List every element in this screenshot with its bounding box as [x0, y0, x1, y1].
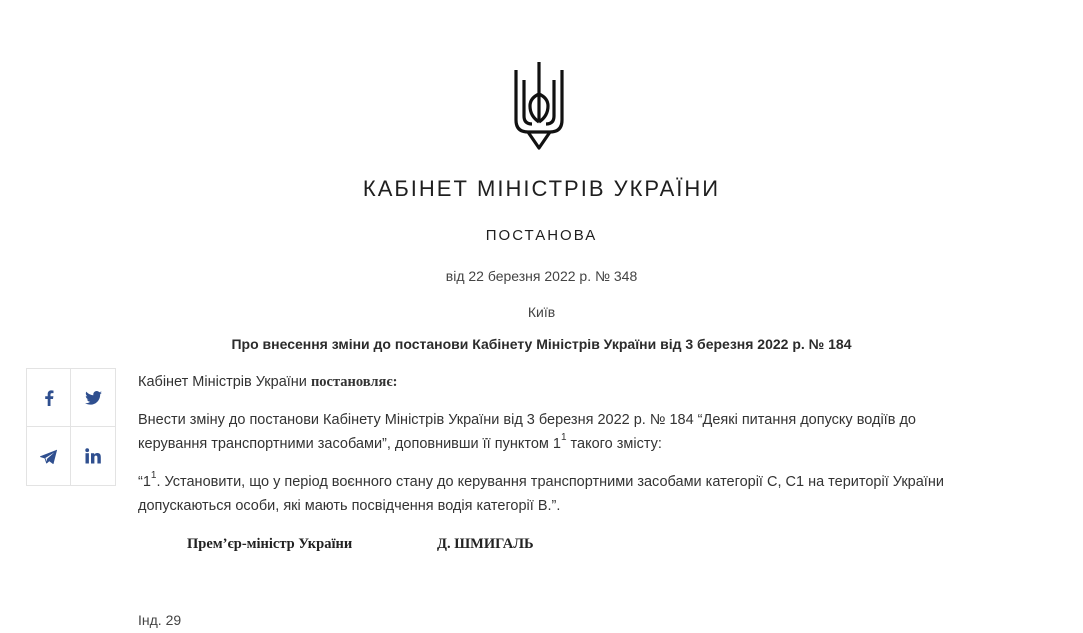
linkedin-icon [85, 448, 101, 464]
intro-text: Кабінет Міністрів України [138, 374, 311, 390]
coat-of-arms-icon [510, 60, 568, 150]
telegram-icon [40, 449, 57, 464]
document-index: Інд. 29 [138, 612, 182, 628]
organization-title: КАБІНЕТ МІНІСТРІВ УКРАЇНИ [362, 176, 721, 201]
twitter-icon [85, 391, 102, 405]
amendment-text-b: такого змісту: [566, 436, 662, 452]
share-panel [26, 368, 116, 486]
share-twitter-button[interactable] [71, 369, 115, 427]
clause-text-a: “1 [138, 474, 151, 490]
document-date: від 22 березня 2022 р. № 348 [445, 268, 638, 284]
intro-bold-text: постановляє: [310, 374, 398, 390]
amendment-text-a: Внести зміну до постанови Кабінету Міністрів України від 3 березня 2022 р. № 184 “Деякі питання допуску водіїв до керування транспортними засобами”, доповнивши її пунктом 1 [138, 412, 916, 452]
share-facebook-button[interactable] [27, 369, 71, 427]
clause-sup: 1 [150, 470, 157, 482]
document-title: Про внесення зміни до постанови Кабінету Міністрів України від 3 березня 2022 р. № 184 [231, 336, 852, 352]
facebook-icon [44, 390, 54, 406]
document-city: Київ [527, 304, 556, 320]
share-telegram-button[interactable] [27, 427, 71, 485]
resolution-intro [138, 370, 978, 394]
amendment-sup: 1 [560, 432, 567, 444]
amendment-paragraph [138, 408, 978, 456]
signatory-name: Д. ШМИГАЛЬ [437, 536, 534, 552]
new-clause-paragraph [138, 470, 978, 518]
document-type: ПОСТАНОВА [485, 227, 598, 244]
clause-text-b: . Установити, що у період воєнного стану до керування транспортними засобами категорії C, C1 на території України допускаються особи, які мають посвідчення водія категорії B.”. [138, 474, 944, 514]
signatory-position: Прем’єр-міністр України [187, 536, 353, 552]
share-linkedin-button[interactable] [71, 427, 115, 485]
